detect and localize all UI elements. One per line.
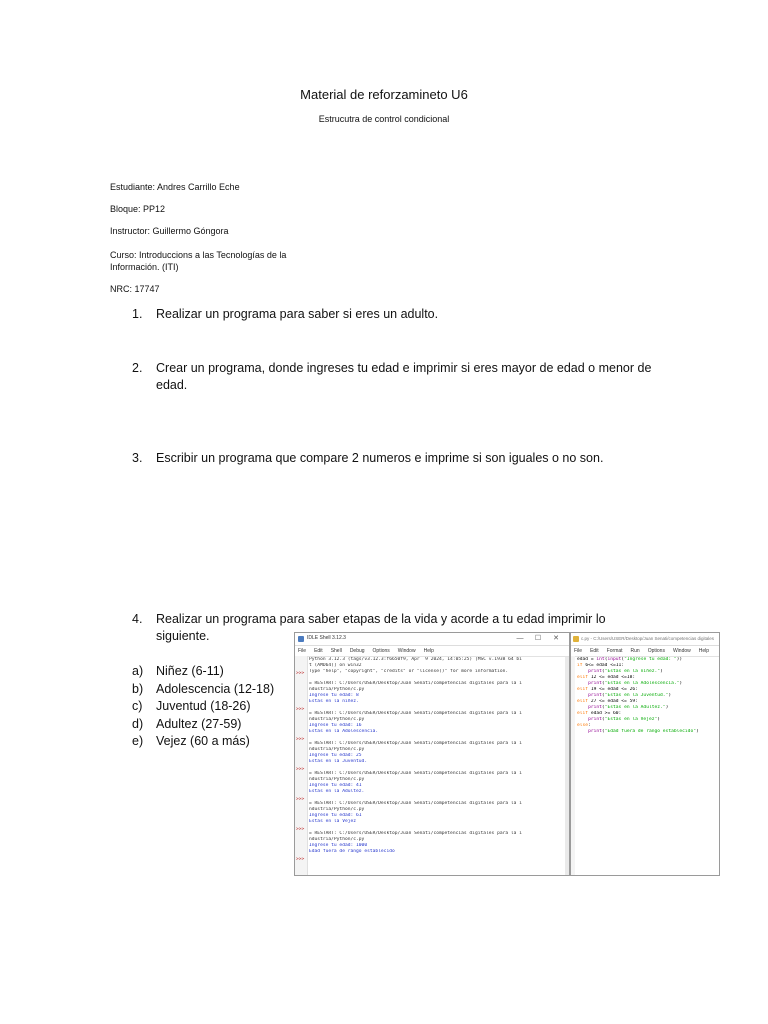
close-icon: ✕ (553, 635, 559, 642)
stage-item-a (132, 664, 282, 680)
code-token (577, 729, 588, 734)
code-token: if (577, 663, 583, 668)
shell-line: Ingrese tu edad: 41 (309, 783, 362, 788)
editor-code (577, 657, 719, 735)
question-1 (132, 306, 652, 326)
shell-line: Ingrese tu edad: 25 (309, 753, 362, 758)
code-token (577, 681, 588, 686)
menu-file: File (574, 648, 583, 654)
shell-output (309, 657, 567, 861)
code-token: "Estas en la Vejez" (604, 717, 658, 722)
shell-line: Ingrese tu edad: 61 (309, 813, 362, 818)
python-file-icon (573, 636, 579, 642)
instructor-line: Instructor: Guillermo Góngora (110, 226, 229, 236)
shell-line: = RESTART: C:/Users/USER/Desktop/Juan Senati/competencias digitales para la i (309, 771, 522, 776)
stage-label: e) (132, 734, 144, 748)
shell-line: t (AMD64)] on win32 (309, 663, 362, 668)
code-token: "Estas en la Adolescencia." (604, 681, 680, 686)
shell-line: Estas en la Vejez (309, 819, 357, 824)
shell-line: Estas en la niñez. (309, 699, 359, 704)
editor-gutter (571, 656, 575, 875)
code-token: "Estas en la Adultez." (604, 705, 666, 710)
menu-help: Help (698, 648, 710, 654)
minimize-icon: — (516, 635, 524, 642)
document-title: Material de reforzamineto U6 (300, 87, 468, 102)
code-token: ( (601, 717, 605, 722)
shell-line: = RESTART: C:/Users/USER/Desktop/Juan Senati/competencias digitales para la i (309, 681, 522, 686)
shell-prompt: >>> (296, 857, 305, 862)
code-token: ) (695, 729, 699, 734)
code-token: print (588, 693, 602, 698)
nrc-line: NRC: 17747 (110, 284, 160, 294)
code-token: "Edad fuera de rango establecido" (604, 729, 696, 734)
menu-options: Options (647, 648, 665, 654)
idle-app-icon (298, 636, 304, 642)
shell-prompt: >>> (296, 707, 305, 712)
stage-item-b (132, 682, 282, 698)
menu-run: Run (630, 648, 640, 654)
code-token: edad >= 60: (588, 711, 622, 716)
code-token: elif (577, 711, 589, 716)
code-token: elif (577, 699, 589, 704)
shell-line (309, 855, 567, 861)
shell-menu-bar (295, 646, 569, 657)
shell-line: = RESTART: C:/Users/USER/Desktop/Juan Senati/competencias digitales para la i (309, 831, 522, 836)
code-token: "Estas en la niñez." (604, 669, 661, 674)
stage-label: c) (132, 699, 143, 713)
question-text: Crear un programa, donde ingreses tu edad e imprimir si eres mayor de edad o menor de edad. (156, 361, 652, 392)
shell-line: = RESTART: C:/Users/USER/Desktop/Juan Senati/competencias digitales para la i (309, 801, 522, 806)
shell-prompt: >>> (296, 737, 305, 742)
code-token: 27 <= edad <= 59: (588, 699, 638, 704)
code-token: 12 <= edad <=18: (588, 675, 636, 680)
menu-edit: Edit (314, 648, 323, 654)
code-token: : (588, 723, 591, 728)
maximize-icon: ☐ (534, 635, 542, 642)
code-token (577, 693, 588, 698)
code-token: ) (665, 705, 669, 710)
code-token: ( (601, 693, 605, 698)
menu-format: Format (606, 648, 623, 654)
question-text: Realizar un programa para saber etapas de la vida y acorde a tu edad imprimir lo siguiente. (156, 612, 606, 643)
code-token: print (588, 717, 602, 722)
menu-edit: Edit (590, 648, 599, 654)
code-token: 19 <= edad <= 26: (588, 687, 638, 692)
shell-line: = RESTART: C:/Users/USER/Desktop/Juan Senati/competencias digitales para la i (309, 711, 522, 716)
stage-label: a) (132, 664, 144, 678)
shell-line: ndustria/Python/c.py (309, 777, 365, 782)
editor-window-title: c.py - C:/Users/USER/Desktop/Juan Senati/competencias digitales (581, 636, 715, 641)
question-number: 4. (132, 612, 143, 626)
shell-gutter (295, 656, 308, 875)
shell-line: Ingrese tu edad: 1000 (309, 843, 368, 848)
shell-window-title: IDLE Shell 3.12.3 (307, 635, 346, 641)
code-token: int (596, 657, 605, 662)
shell-line: Estas en la Juventud. (309, 759, 368, 764)
shell-prompt: >>> (296, 797, 305, 802)
document-subtitle: Estrucutra de control condicional (318, 114, 450, 124)
code-token: ( (601, 681, 605, 686)
shell-line: ndustria/Python/c.py (309, 687, 365, 692)
idle-shell-screenshot (294, 632, 570, 876)
code-token: edad = (577, 657, 597, 662)
code-token: ) (679, 681, 683, 686)
stage-text: Juventud (18-26) (156, 699, 251, 713)
menu-help: Help (423, 648, 434, 654)
stage-item-d (132, 717, 282, 733)
shell-line: Estas en la Adultez. (309, 789, 365, 794)
code-token: ( (601, 669, 605, 674)
shell-line: Ingrese tu edad: 16 (309, 723, 362, 728)
question-3 (132, 450, 652, 470)
code-token: ( (604, 657, 608, 662)
question-number: 3. (132, 451, 143, 465)
menu-options: Options (372, 648, 390, 654)
menu-debug: Debug (349, 648, 365, 654)
code-token: print (588, 669, 602, 674)
code-token: elif (577, 687, 589, 692)
stage-text: Vejez (60 a más) (156, 734, 250, 748)
question-number: 1. (132, 307, 143, 321)
code-token: 6<= edad <=11: (582, 663, 625, 668)
stage-item-e (132, 734, 282, 750)
code-token (577, 705, 588, 710)
question-2 (132, 360, 652, 396)
code-token: )) (676, 657, 683, 662)
shell-line: ndustria/Python/c.py (309, 717, 365, 722)
code-token (577, 717, 588, 722)
shell-line: Estas en la Adolescencia. (309, 729, 379, 734)
code-token: print (588, 681, 602, 686)
code-token: "Ingrese tu edad: " (624, 657, 677, 662)
code-token: input (607, 657, 622, 662)
code-token: print (588, 729, 602, 734)
shell-line: ndustria/Python/c.py (309, 837, 365, 842)
shell-prompt: >>> (296, 767, 305, 772)
block-line: Bloque: PP12 (110, 204, 166, 214)
question-number: 2. (132, 361, 143, 375)
shell-line: Ingrese tu edad: 8 (309, 693, 359, 698)
shell-line: Edad fuera de rango establecido (309, 849, 395, 854)
code-token: ) (660, 669, 663, 674)
code-token: ( (601, 705, 605, 710)
shell-line: Type "help", "copyright", "credits" or "license()" for more information. (309, 669, 509, 674)
code-token: print (588, 705, 602, 710)
stage-text: Niñez (6-11) (156, 664, 224, 678)
shell-prompt: >>> (296, 671, 305, 676)
menu-window: Window (397, 648, 416, 654)
menu-shell: Shell (330, 648, 342, 654)
code-token: else (577, 723, 589, 728)
shell-line: ndustria/Python/c.py (309, 807, 365, 812)
question-text: Escribir un programa que compare 2 numeros e imprime si son iguales o no son. (156, 451, 604, 465)
shell-line: = RESTART: C:/Users/USER/Desktop/Juan Senati/competencias digitales para la i (309, 741, 522, 746)
window-controls (511, 634, 565, 642)
menu-window: Window (672, 648, 691, 654)
code-token: "Estas en la Juventud." (604, 693, 669, 698)
editor-screenshot (570, 632, 720, 876)
menu-file: File (298, 648, 307, 654)
stage-item-c (132, 699, 282, 715)
code-token: elif (577, 675, 589, 680)
code-token: ( (621, 657, 625, 662)
student-line: Estudiante: Andres Carrillo Eche (110, 182, 240, 192)
code-token: ) (657, 717, 661, 722)
shell-title-bar (295, 633, 569, 646)
code-token: ) (668, 693, 672, 698)
code-token: ( (601, 729, 605, 734)
stage-text: Adultez (27-59) (156, 717, 242, 731)
shell-prompt: >>> (296, 827, 305, 832)
shell-scrollbar (565, 657, 569, 875)
code-line (577, 729, 719, 735)
stage-text: Adolescencia (12-18) (156, 682, 275, 696)
course-line: Curso: Introduccions a las Tecnologías de la Información. (ITI) (110, 250, 287, 272)
stage-label: d) (132, 717, 144, 731)
editor-menu-bar (571, 646, 719, 657)
shell-line: Python 3.12.3 (tags/v3.12.3:f6650f9, Apr 9 2024, 14:05:25) [MSC v.1938 64 bi (309, 657, 522, 662)
code-token (577, 669, 588, 674)
shell-line: ndustria/Python/c.py (309, 747, 365, 752)
editor-title-bar (571, 633, 719, 646)
question-text: Realizar un programa para saber si eres un adulto. (156, 307, 439, 321)
stage-label: b) (132, 682, 144, 696)
